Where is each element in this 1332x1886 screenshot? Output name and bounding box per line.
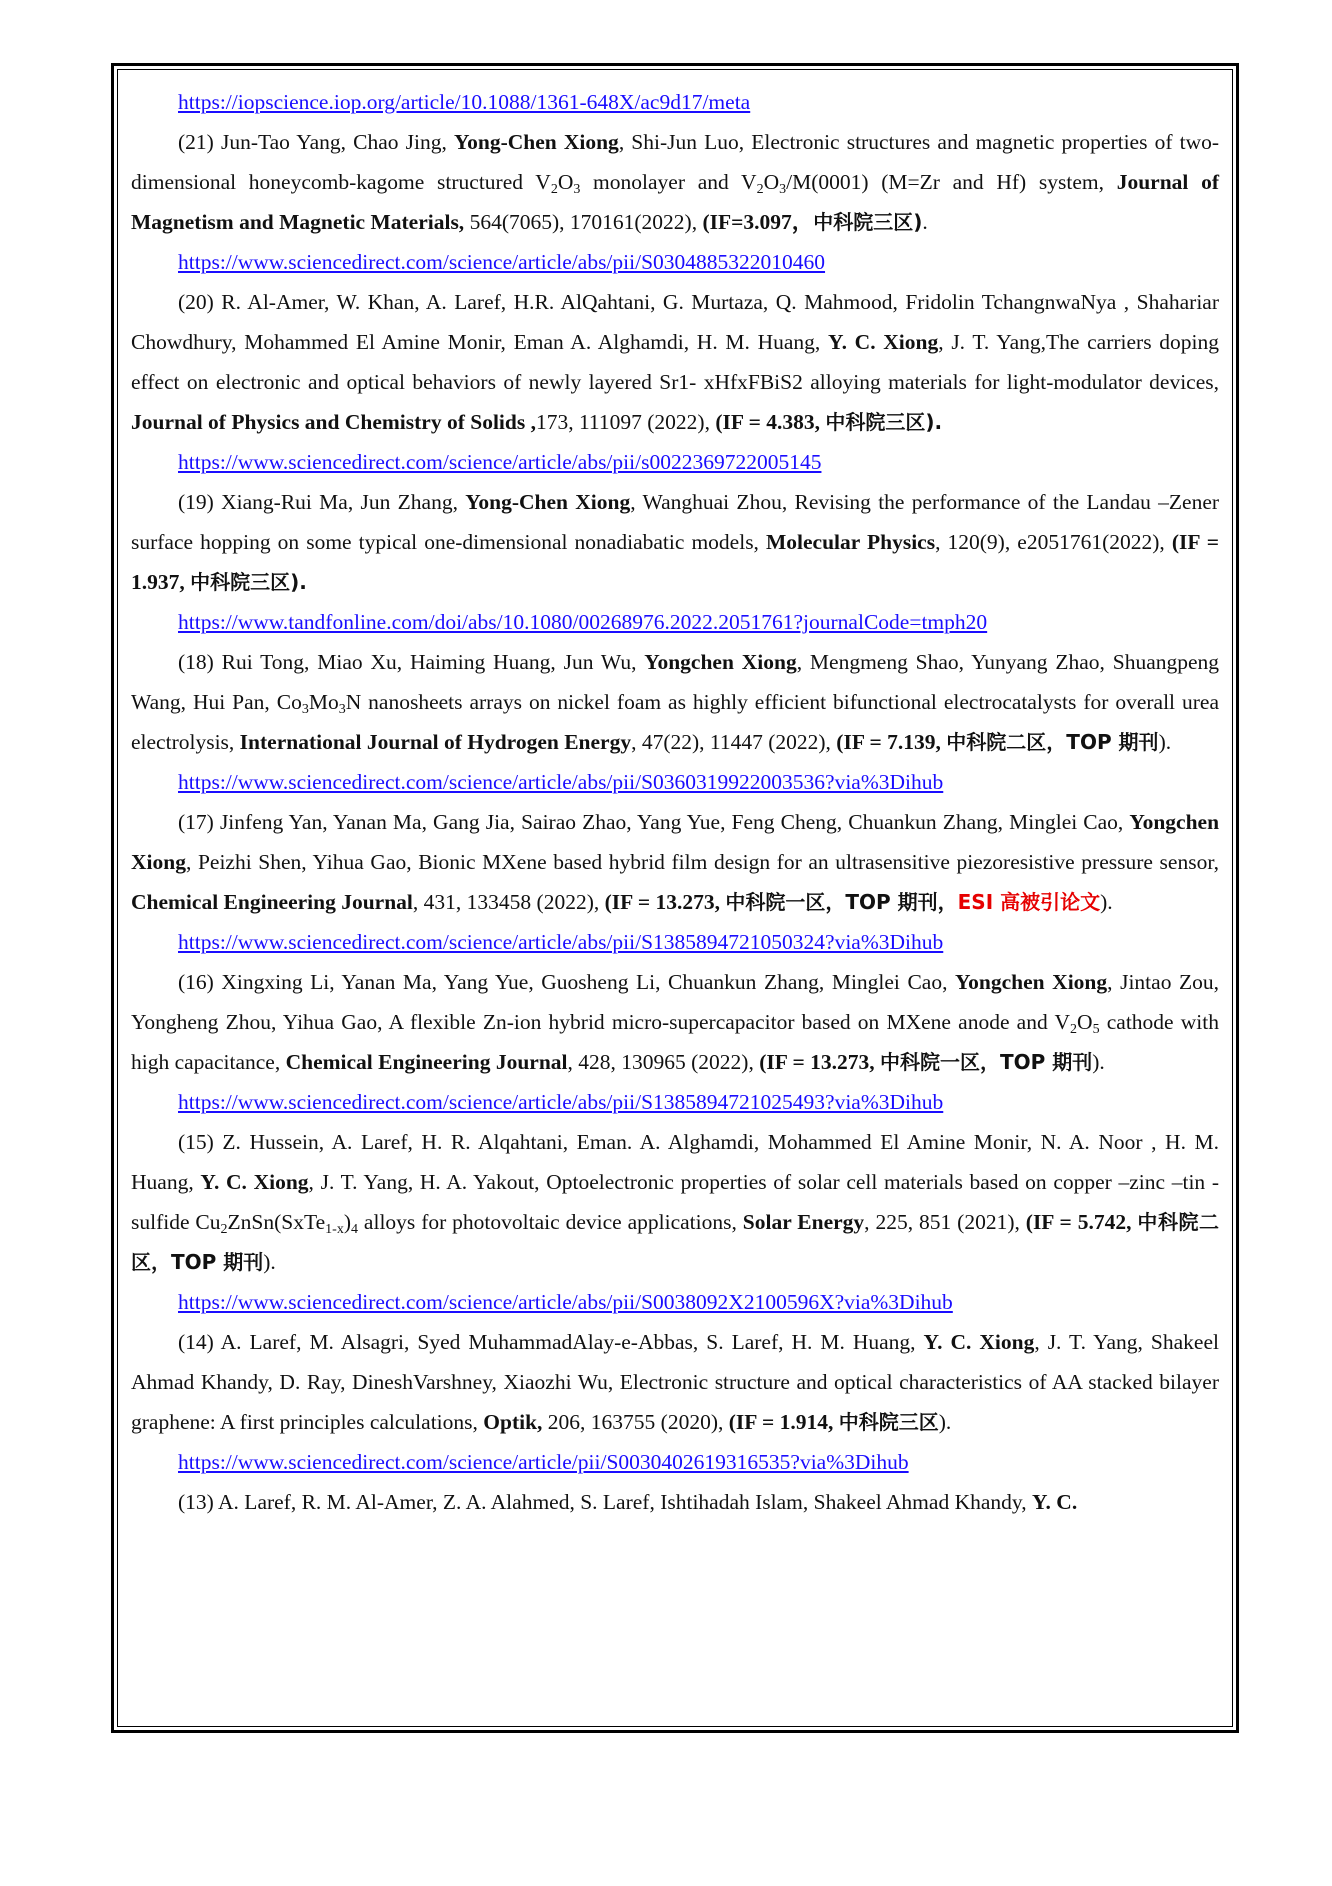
reference-authors: Xingxing Li, Yanan Ma, Yang Yue, Guosheng Li, Chuankun Zhang, Minglei Cao, [221, 970, 948, 994]
reference-number: (17) [178, 810, 214, 834]
journal-ranking: 中科院三区). [190, 570, 307, 594]
reference-authors: Z. Hussein, A. Laref, H. R. Alqahtani, Eman. A. Alghamdi, Mohammed El Amine Monir, N. A. Noor , H. M. Huang, [131, 1130, 1219, 1194]
formula-text: N nanosheets arrays on nickel foam as highly efficient bifunctional electrocatalysts for overall urea electrolysis, [131, 690, 1219, 754]
reference-details: 564(7065), 170161(2022), [469, 210, 698, 234]
subscript: 5 [1092, 1022, 1100, 1037]
subscript: 3 [338, 702, 346, 717]
reference-end: ). [1092, 1050, 1105, 1074]
reference-authors: Xiang-Rui Ma, Jun Zhang, [221, 490, 458, 514]
reference-entry-13 [131, 1482, 1219, 1522]
reference-title: , Shi-Jun Luo, Electronic structures and magnetic properties of two-dimensional honeycomb-kagome structured V [131, 130, 1220, 194]
reference-title: , J. T. Yang, Shakeel Ahmad Khandy, D. Ray, DineshVarshney, Xiaozhi Wu, Electronic structure and optical characteristics of AA stacked bilayer graphene: A first principles calculations, [131, 1330, 1219, 1434]
journal-ranking: 中科院三区). [825, 410, 943, 434]
reference-entry-19 [131, 482, 1219, 602]
subscript: 3 [301, 702, 309, 717]
reference-link[interactable]: https://www.sciencedirect.com/science/article/abs/pii/S1385894721025493?via%3Dihub [178, 1090, 944, 1114]
subscript: 2 [220, 1222, 228, 1237]
document-frame [111, 63, 1239, 1733]
journal-ranking: 中科院一区，TOP 期刊 [879, 1050, 1093, 1074]
reference-entry-20 [131, 282, 1219, 442]
self-author: Y. C. [1032, 1490, 1078, 1514]
impact-factor: (IF = 13.273, [604, 890, 720, 914]
reference-number: (16) [178, 970, 214, 994]
reference-authors: Rui Tong, Miao Xu, Haiming Huang, Jun Wu, [221, 650, 637, 674]
reference-end: ). [1158, 730, 1172, 754]
self-author: Yong-Chen Xiong [465, 490, 631, 514]
subscript: 4 [351, 1222, 359, 1237]
subscript: 2 [756, 182, 764, 197]
journal-name: Solar Energy [742, 1210, 865, 1234]
reference-link[interactable]: https://www.tandfonline.com/doi/abs/10.1080/00268976.2022.2051761?journalCode=tmph20 [178, 610, 988, 634]
reference-end: ). [263, 1250, 276, 1274]
journal-ranking: 中科院二区，TOP 期刊 [946, 730, 1159, 754]
reference-entry-14 [131, 1322, 1219, 1442]
journal-ranking: 中科院二区，TOP 期刊 [131, 1210, 1220, 1274]
reference-authors: A. Laref, R. M. Al-Amer, Z. A. Alahmed, S. Laref, Ishtihadah Islam, Shakeel Ahmad Khandy, [218, 1490, 1027, 1514]
reference-authors: Jinfeng Yan, Yanan Ma, Gang Jia, Sairao Zhao, Yang Yue, Feng Cheng, Chuankun Zhang, Minglei Cao, [219, 810, 1124, 834]
self-author: Yongchen Xiong [131, 810, 1220, 874]
formula-text: Mo [308, 690, 339, 714]
self-author: Y. C. Xiong [923, 1330, 1035, 1354]
document-frame-inner [117, 69, 1233, 1727]
journal-name: Optik, [483, 1410, 543, 1434]
reference-title: , Mengmeng Shao, Yunyang Zhao, Shuangpeng Wang, Hui Pan, Co [131, 650, 1220, 714]
journal-ranking: 中科院三区 [838, 1410, 939, 1434]
reference-title: , Peizhi Shen, Yihua Gao, Bionic MXene based hybrid film design for an ultrasensitive piezoresistive pressure sensor, [185, 850, 1219, 874]
impact-factor: (IF=3.097， [702, 210, 814, 234]
formula-text: O [1077, 1010, 1093, 1034]
subscript: 3 [779, 182, 787, 197]
journal-name: International Journal of Hydrogen Energy [239, 730, 632, 754]
reference-authors: A. Laref, M. Alsagri, Syed MuhammadAlay-e-Abbas, S. Laref, H. M. Huang, [220, 1330, 916, 1354]
journal-name: Molecular Physics [766, 530, 936, 554]
subscript: 1-x [325, 1222, 344, 1237]
impact-factor: (IF = 1.914, [728, 1410, 834, 1434]
journal-name: Journal of Physics and Chemistry of Solids , [131, 410, 536, 434]
reference-authors: Jun-Tao Yang, Chao Jing, [220, 130, 447, 154]
reference-entry-16 [131, 962, 1219, 1082]
reference-link[interactable]: https://www.sciencedirect.com/science/article/abs/pii/S0038092X2100596X?via%3Dihub [178, 1290, 953, 1314]
reference-number: (18) [178, 650, 214, 674]
reference-link[interactable]: https://www.sciencedirect.com/science/article/pii/S0030402619316535?via%3Dihub [178, 1450, 909, 1474]
reference-number: (15) [178, 1130, 214, 1154]
journal-name: Chemical Engineering Journal [131, 890, 413, 914]
subscript: 2 [1070, 1022, 1078, 1037]
reference-end: ). [938, 1410, 952, 1434]
journal-name: Journal of Magnetism and Magnetic Materials, [131, 170, 1220, 234]
subscript: 2 [550, 182, 558, 197]
reference-details: 173, 111097 (2022), [535, 410, 710, 434]
reference-link[interactable]: https://www.sciencedirect.com/science/article/abs/pii/s0022369722005145 [178, 450, 822, 474]
impact-factor: (IF = 13.273, [759, 1050, 875, 1074]
formula-text: O [557, 170, 574, 194]
journal-ranking: 中科院三区) [813, 210, 923, 234]
formula-text: O [763, 170, 780, 194]
self-author: Yong-Chen Xiong [453, 130, 619, 154]
self-author: Yongchen Xiong [955, 970, 1108, 994]
reference-end: ). [1100, 890, 1113, 914]
subscript: 3 [573, 182, 581, 197]
formula-text: monolayer and V [580, 170, 757, 194]
impact-factor: (IF = 7.139, [836, 730, 941, 754]
reference-title: , J. T. Yang,The carriers doping effect on electronic and optical behaviors of newly layered Sr1- xHfxFBiS2 alloying materials for light-modulator devices, [131, 330, 1219, 394]
reference-details: 206, 163755 (2020), [547, 1410, 724, 1434]
impact-factor: (IF = 1.937, [131, 530, 1219, 594]
reference-number: (19) [178, 490, 214, 514]
reference-details: , 225, 851 (2021), [864, 1210, 1020, 1234]
reference-details: , 120(9), e2051761(2022), [935, 530, 1165, 554]
reference-title: , Wanghuai Zhou, Revising the performance of the Landau –Zener surface hopping on some typical one-dimensional nonadiabatic models, [131, 490, 1220, 554]
reference-details: , 47(22), 11447 (2022), [631, 730, 831, 754]
reference-number: (21) [178, 130, 214, 154]
self-author: Y. C. Xiong [200, 1170, 309, 1194]
formula-text: cathode with high capacitance, [131, 1010, 1219, 1074]
formula-text: ZnSn(SxTe [227, 1210, 326, 1234]
reference-entry-15 [131, 1122, 1219, 1282]
esi-highly-cited-badge: ESI 高被引论文 [957, 890, 1101, 914]
reference-link[interactable]: https://www.sciencedirect.com/science/article/abs/pii/S0360319922003536?via%3Dihub [178, 770, 944, 794]
impact-factor: (IF = 4.383, [715, 410, 820, 434]
self-author: Y. C. Xiong [828, 330, 939, 354]
reference-authors: R. Al-Amer, W. Khan, A. Laref, H.R. AlQahtani, G. Murtaza, Q. Mahmood, Fridolin TchangnwaNya , Shahariar Chowdhury, Mohammed El Amine Monir, Eman A. Alghamdi, H. M. Huang, [131, 290, 1219, 354]
reference-details: , 428, 130965 (2022), [567, 1050, 754, 1074]
formula-text: alloys for photovoltaic device applications, [358, 1210, 737, 1234]
formula-text: /M(0001) (M=Zr and Hf) system, [786, 170, 1105, 194]
reference-end: . [922, 210, 928, 234]
reference-link[interactable]: https://iopscience.iop.org/article/10.1088/1361-648X/ac9d17/meta [178, 90, 751, 114]
reference-entry-21 [131, 122, 1219, 242]
reference-entry-17 [131, 802, 1219, 922]
reference-link[interactable]: https://www.sciencedirect.com/science/article/abs/pii/S1385894721050324?via%3Dihub [178, 930, 944, 954]
journal-ranking: 中科院一区，TOP 期刊， [725, 890, 958, 914]
reference-link[interactable]: https://www.sciencedirect.com/science/article/abs/pii/S0304885322010460 [178, 250, 826, 274]
reference-details: , 431, 133458 (2022), [412, 890, 600, 914]
reference-number: (20) [178, 290, 214, 314]
impact-factor: (IF = 5.742, [1025, 1210, 1132, 1234]
journal-name: Chemical Engineering Journal [285, 1050, 568, 1074]
reference-title: , Jintao Zou, Yongheng Zhou, Yihua Gao, A flexible Zn-ion hybrid micro-supercapacitor based on MXene anode and V [131, 970, 1220, 1034]
reference-title: , J. T. Yang, H. A. Yakout, Optoelectronic properties of solar cell materials based on copper –zinc –tin -sulfide Cu [131, 1170, 1220, 1234]
reference-number: (13) [178, 1490, 214, 1514]
reference-list [131, 82, 1219, 1522]
reference-number: (14) [178, 1330, 214, 1354]
reference-entry-18 [131, 642, 1219, 762]
self-author: Yongchen Xiong [644, 650, 797, 674]
formula-text: ) [343, 1210, 352, 1234]
